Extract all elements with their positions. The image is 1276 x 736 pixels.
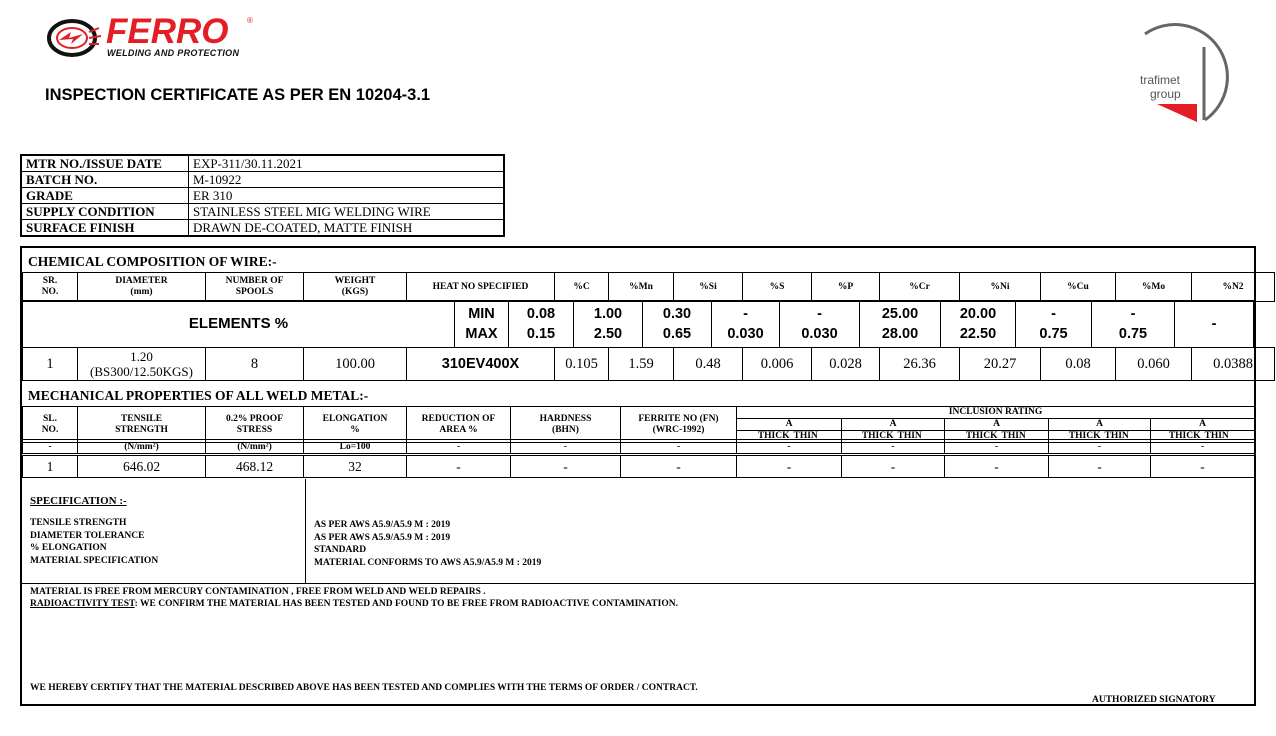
- chem-value-n2: 0.0388: [1192, 348, 1275, 381]
- element-header-cu: %Cu: [1041, 273, 1116, 302]
- unit-cell: -: [945, 440, 1049, 454]
- spools-header: NUMBER OF SPOOLS: [206, 273, 304, 302]
- range-p: - 0.030: [780, 301, 860, 348]
- info-value: STAINLESS STEEL MIG WELDING WIRE: [189, 204, 505, 220]
- range-c: 0.08 0.15: [509, 301, 574, 348]
- thick-label: THICK: [737, 431, 792, 443]
- mechanical-header: [22, 406, 1255, 443]
- range-si: 0.30 0.65: [643, 301, 712, 348]
- inclusion-group-a: A: [1049, 419, 1151, 431]
- thick-label: THICK: [842, 431, 896, 443]
- unit-cell: -: [842, 440, 945, 454]
- mercury-note: MATERIAL IS FREE FROM MERCURY CONTAMINATION , FREE FROM WELD AND WELD REPAIRS .: [30, 587, 486, 597]
- range-cu: - 0.75: [1016, 301, 1092, 348]
- element-header-p: %P: [812, 273, 880, 302]
- spec-label: % ELONGATION: [30, 543, 107, 553]
- info-label: GRADE: [21, 188, 189, 204]
- element-header-mn: %Mn: [609, 273, 674, 302]
- thick-label: THICK: [1049, 431, 1103, 443]
- trafimet-group-logo-icon: [1135, 12, 1250, 127]
- chem-value-ni: 20.27: [960, 348, 1041, 381]
- element-header-si: %Si: [674, 273, 743, 302]
- chem-value-cu: 0.08: [1041, 348, 1116, 381]
- spec-value: MATERIAL CONFORMS TO AWS A5.9/A5.9 M : 2019: [314, 557, 542, 568]
- mechanical-section-title: MECHANICAL PROPERTIES OF ALL WELD METAL:-: [28, 388, 369, 403]
- mech-reduction: -: [407, 456, 511, 478]
- inclusion-group-a: A: [737, 419, 842, 431]
- range-mn: 1.00 2.50: [574, 301, 643, 348]
- heat-no-header: HEAT NO SPECIFIED: [407, 273, 555, 302]
- thin-label: THIN: [1203, 431, 1255, 443]
- info-label: MTR NO./ISSUE DATE: [21, 155, 189, 172]
- mechanical-data-row: [22, 455, 1255, 478]
- authorized-signatory: AUTHORIZED SIGNATORY: [1092, 695, 1216, 705]
- chemical-min-max-row: [22, 300, 1254, 348]
- unit-cell: -: [737, 440, 842, 454]
- elements-label: ELEMENTS %: [23, 301, 455, 348]
- element-header-cr: %Cr: [880, 273, 960, 302]
- ferrite-header: FERRITE NO (FN) (WRC-1992): [621, 407, 737, 443]
- mech-elongation: 32: [304, 456, 407, 478]
- info-value: DRAWN DE-COATED, MATTE FINISH: [189, 220, 505, 237]
- spec-label: MATERIAL SPECIFICATION: [30, 555, 159, 566]
- range-mo: - 0.75: [1092, 301, 1175, 348]
- chemical-header-row: [22, 272, 1275, 302]
- mech-inclusion: -: [842, 456, 945, 478]
- inclusion-group-a: A: [1151, 419, 1255, 431]
- chem-value-mo: 0.060: [1116, 348, 1192, 381]
- brand-tagline: WELDING AND PROTECTION: [107, 48, 240, 58]
- certify-statement: WE HEREBY CERTIFY THAT THE MATERIAL DESCRIBED ABOVE HAS BEEN TESTED AND COMPLIES WITH THE TERMS OF ORDER / CONTRACT.: [30, 683, 698, 693]
- unit-cell: (N/mm²): [78, 440, 206, 454]
- range-n2: -: [1175, 301, 1254, 348]
- info-row-grade: [21, 188, 504, 204]
- element-header-s: %S: [743, 273, 812, 302]
- chem-heat-no: 310EV400X: [407, 348, 555, 381]
- chem-value-mn: 1.59: [609, 348, 674, 381]
- chem-value-s: 0.006: [743, 348, 812, 381]
- sr-no-header: SR. NO.: [23, 273, 78, 302]
- chem-weight: 100.00: [304, 348, 407, 381]
- chem-value-c: 0.105: [555, 348, 609, 381]
- inclusion-group-a: A: [842, 419, 945, 431]
- weight-header: WEIGHT (KGS): [304, 273, 407, 302]
- info-label: SUPPLY CONDITION: [21, 204, 189, 220]
- mech-tensile: 646.02: [78, 456, 206, 478]
- mech-hardness: -: [511, 456, 621, 478]
- unit-cell: -: [23, 440, 78, 454]
- element-header-mo: %Mo: [1116, 273, 1192, 302]
- thin-label: THIN: [792, 431, 842, 443]
- specification-title: SPECIFICATION :-: [30, 495, 127, 507]
- range-ni: 20.00 22.50: [941, 301, 1016, 348]
- spec-label: DIAMETER TOLERANCE: [30, 530, 145, 541]
- certificate-info-table: [20, 154, 505, 237]
- elongation-header: ELONGATION %: [304, 407, 407, 443]
- brand-name: FERRO: [106, 12, 229, 51]
- radioactivity-note: [30, 599, 678, 609]
- info-label: SURFACE FINISH: [21, 220, 189, 237]
- info-label: BATCH NO.: [21, 172, 189, 188]
- min-max-label: MIN MAX: [455, 301, 509, 348]
- hardness-header: HARDNESS (BHN): [511, 407, 621, 443]
- brand-registered-mark: ®: [247, 16, 253, 25]
- info-value: ER 310: [189, 188, 505, 204]
- info-value: M-10922: [189, 172, 505, 188]
- element-header-n2: %N2: [1192, 273, 1275, 302]
- tensile-header: TENSILE STRENGTH: [78, 407, 206, 443]
- mech-inclusion: -: [1151, 456, 1255, 478]
- specification-values: [306, 479, 1254, 584]
- unit-cell: (N/mm²): [206, 440, 304, 454]
- specification-labels: [22, 479, 306, 584]
- thin-label: THIN: [1103, 431, 1151, 443]
- unit-cell: Lo=100: [304, 440, 407, 454]
- radioactivity-text: : WE CONFIRM THE MATERIAL HAS BEEN TESTED AND FOUND TO BE FREE FROM RADIOACTIVE CONTAMINATION.: [134, 599, 678, 609]
- unit-cell: -: [621, 440, 737, 454]
- certificate-main-box: [20, 246, 1256, 706]
- mech-ferrite: -: [621, 456, 737, 478]
- trafimet-word: trafimet: [1140, 73, 1181, 87]
- info-row-batch: [21, 172, 504, 188]
- range-cr: 25.00 28.00: [860, 301, 941, 348]
- thin-label: THIN: [896, 431, 945, 443]
- thick-label: THICK: [945, 431, 1000, 443]
- chem-value-si: 0.48: [674, 348, 743, 381]
- spec-value: STANDARD: [314, 545, 367, 555]
- group-word: group: [1150, 87, 1181, 101]
- reduction-header: REDUCTION OF AREA %: [407, 407, 511, 443]
- thin-label: THIN: [1000, 431, 1049, 443]
- unit-cell: -: [1151, 440, 1255, 454]
- proof-stress-header: 0.2% PROOF STRESS: [206, 407, 304, 443]
- chem-diameter: 1.20 (BS300/12.50KGS): [78, 348, 206, 381]
- spec-label: TENSILE STRENGTH: [30, 518, 127, 528]
- info-row-mtr: [21, 155, 504, 172]
- range-s: - 0.030: [712, 301, 780, 348]
- mech-inclusion: -: [737, 456, 842, 478]
- trafimet-group-text: [1140, 73, 1181, 101]
- mechanical-units-row: [22, 439, 1255, 454]
- chem-sr-no: 1: [23, 348, 78, 381]
- info-value: EXP-311/30.11.2021: [189, 155, 505, 172]
- thick-label: THICK: [1151, 431, 1203, 443]
- unit-cell: -: [407, 440, 511, 454]
- info-row-surface: [21, 220, 504, 237]
- chemical-section-title: CHEMICAL COMPOSITION OF WIRE:-: [28, 254, 277, 269]
- element-header-c: %C: [555, 273, 609, 302]
- unit-cell: -: [511, 440, 621, 454]
- certificate-title: INSPECTION CERTIFICATE AS PER EN 10204-3.1: [45, 86, 431, 104]
- mech-proof: 468.12: [206, 456, 304, 478]
- inclusion-group-a: A: [945, 419, 1049, 431]
- mech-inclusion: -: [945, 456, 1049, 478]
- inclusion-rating-header: INCLUSION RATING: [737, 407, 1255, 419]
- mech-inclusion: -: [1049, 456, 1151, 478]
- spec-value: AS PER AWS A5.9/A5.9 M : 2019: [314, 532, 451, 543]
- diameter-header: DIAMETER (mm): [78, 273, 206, 302]
- info-row-supply: [21, 204, 504, 220]
- chem-value-p: 0.028: [812, 348, 880, 381]
- element-header-ni: %Ni: [960, 273, 1041, 302]
- sl-no-header: SL. NO.: [23, 407, 78, 443]
- spec-value: AS PER AWS A5.9/A5.9 M : 2019: [314, 520, 451, 530]
- mech-sl-no: 1: [23, 456, 78, 478]
- chemical-data-row: [22, 347, 1275, 381]
- chem-value-cr: 26.36: [880, 348, 960, 381]
- chem-spools: 8: [206, 348, 304, 381]
- radioactivity-label: RADIOACTIVITY TEST: [30, 599, 135, 609]
- unit-cell: -: [1049, 440, 1151, 454]
